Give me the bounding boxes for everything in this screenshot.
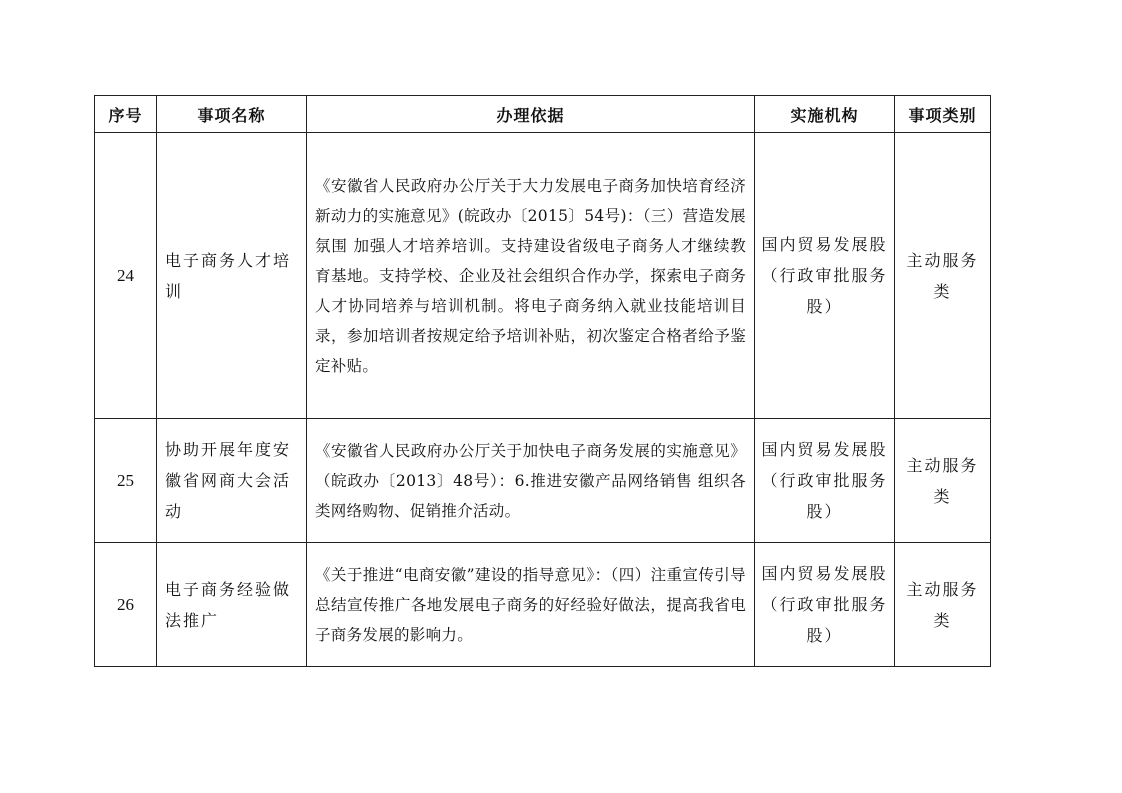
table-header-row [95,96,991,133]
service-items-table [94,95,991,667]
item-name: 电子商务人才培训 [157,133,307,419]
table-row [95,133,991,419]
item-org: 国内贸易发展股（行政审批服务股） [755,419,895,543]
item-category: 主动服务类 [895,543,991,667]
header-org: 实施机构 [755,96,895,133]
item-name: 电子商务经验做法推广 [157,543,307,667]
item-category: 主动服务类 [895,133,991,419]
item-org: 国内贸易发展股（行政审批服务股） [755,543,895,667]
row-number: 26 [95,543,157,667]
table-row [95,419,991,543]
item-name: 协助开展年度安徽省网商大会活动 [157,419,307,543]
header-name: 事项名称 [157,96,307,133]
item-basis: 《关于推进“电商安徽”建设的指导意见》：（四）注重宣传引导 总结宣传推广各地发展电子商务的好经验好做法，提高我省电子商务发展的影响力。 [307,543,755,667]
item-basis: 《安徽省人民政府办公厅关于加快电子商务发展的实施意见》（皖政办〔2013〕48号）：6.推进安徽产品网络销售 组织各类网络购物、促销推介活动。 [307,419,755,543]
item-basis: 《安徽省人民政府办公厅关于大力发展电子商务加快培育经济新动力的实施意见》(皖政办〔2015〕54号)：（三）营造发展氛围 加强人才培养培训。支持建设省级电子商务人才继续教育基地。支持学校、企业及社会组织合作办学，探索电子商务人才协同培养与培训机制。将电子商务纳入就业技能培训目录，参加培训者按规定给予培训补贴，初次鉴定合格者给予鉴定补贴。 [307,133,755,419]
item-org: 国内贸易发展股（行政审批服务股） [755,133,895,419]
header-category: 事项类别 [895,96,991,133]
item-category: 主动服务类 [895,419,991,543]
header-basis: 办理依据 [307,96,755,133]
row-number: 25 [95,419,157,543]
row-number: 24 [95,133,157,419]
header-num: 序号 [95,96,157,133]
table-row [95,543,991,667]
